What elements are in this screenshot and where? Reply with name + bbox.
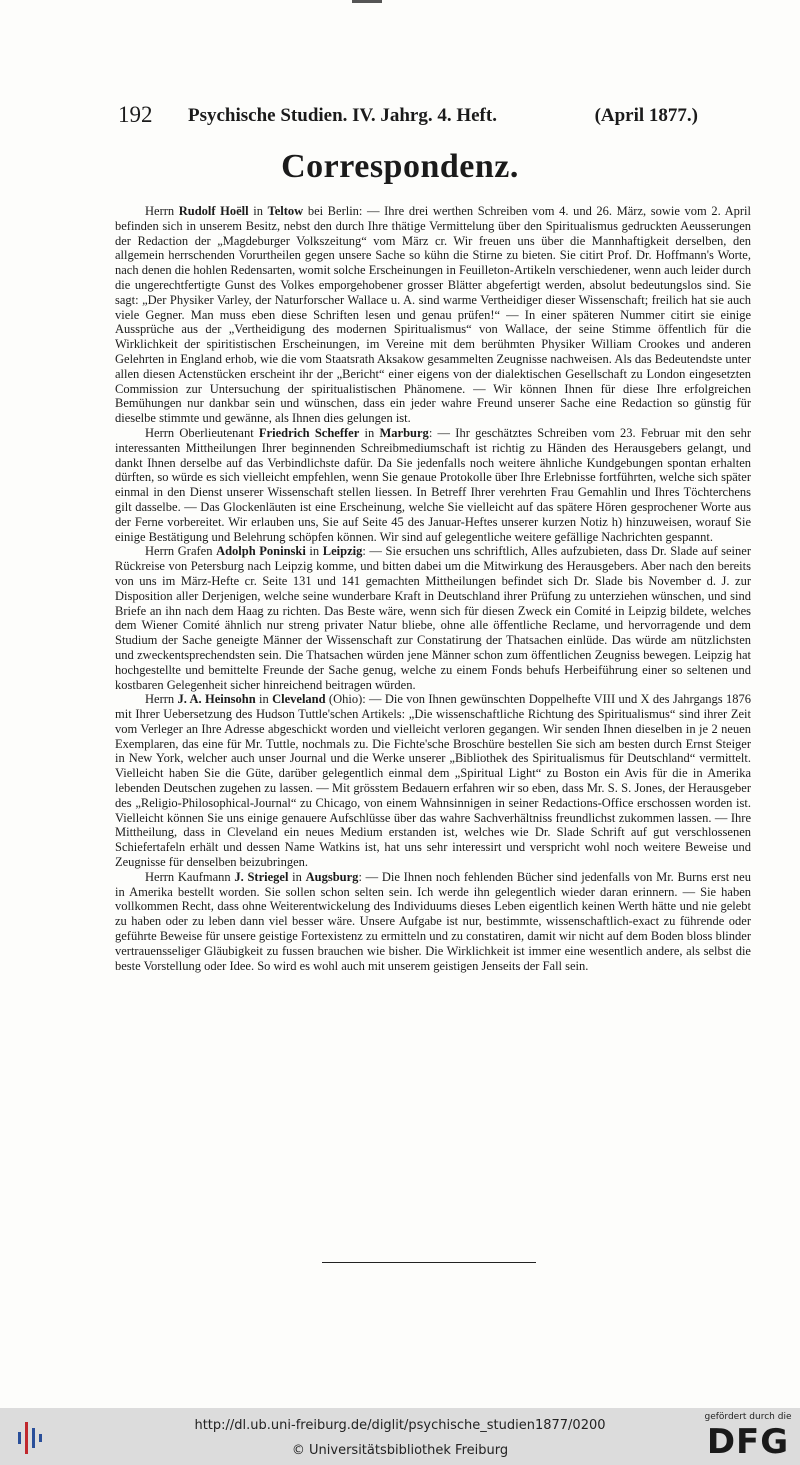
letter-paragraph xyxy=(115,870,751,974)
paragraph-text: : — Sie ersuchen uns schriftlich, Alles aufzubieten, dass Dr. Slade auf seiner Rückreise von Petersburg nach Leipzig komme, und bitten dabei um die Mitwirkung des Herausgebers. Aber nach den bereits von uns im März-Hefte cr. Seite 131 und 141 gemachten Mittheilungen befindet sich Dr. Slade bis November d. J. zur Disposition aller Derjenigen, welche seine wunderbare Kraft in Deutschland ihrer Prüfung zu unterziehen wünschen, und sind Briefe an ihn nach dem Haag zu richten. Das Beste wäre, wenn sich für diesen Zweck ein Comité in Leipzig bildete, welches dem Wiener Comité ähnlich nur streng privater Natur bliebe, ohne alle öffentliche Reclame, und hervorragende und dem Studium der Sache geneigte Männer der Wissenschaft zur Constatirung der Thatsachen einlüde. Das würde am nützlichsten und zweckentsprechendsten sein. Die Thatsachen würden jene Männer schon zum öffentlichen Zeugniss bewegen. Leipzig hat hochgestellte und bemittelte Freunde der Sache genug, welche zu einem Fonds behufs Herbeiführung einer so seltenen und kostbaren Gelegenheit sicher hinreichend beitragen würden. xyxy=(115,544,751,692)
dfg-caption: gefördert durch die xyxy=(704,1412,792,1422)
letter-paragraph xyxy=(115,692,751,870)
scan-mark xyxy=(352,0,382,3)
copyright-notice: © Universitätsbibliothek Freiburg xyxy=(291,1443,509,1458)
paragraph-text: (Ohio): — Die von Ihnen gewünschten Doppelhefte VIII und X des Jahrgangs 1876 mit Ihrer Uebersetzung des Hudson Tuttle'schen Artikels: „Die wissenschaftliche Richtung des Spiritualismus“ sind ihrer Zeit vom Verleger an Ihre Adresse abgeschickt worden und vielleicht verloren gegangen. Wir senden Ihnen dieselben in je 2 neuen Exemplaren, das eine für Mr. Tuttle, nochmals zu. Die Fichte'sche Broschüre bestellen Sie sich am besten durch Ernst Steiger in New York, welcher auch unser Journal und die Werke unserer „Bibliothek des Spiritualismus für Deutschland“ vermittelt. Vielleicht haben Sie die Güte, darüber gelegentlich einmal dem „Spiritual Light“ zu Boston ein Avis für die in Amerika lebenden Deutschen zugehen zu lassen. — Mit grösstem Bedauern erfahren wir so eben, dass Mr. S. S. Jones, der Herausgeber des „Religio-Philosophical-Journal“ zu Chicago, von einem Wahnsinnigen in seiner Redactions-Office erschossen worden ist. Vielleicht können Sie uns einige genauere Aufschlüsse über das wahre Sachverhältniss freundlichst zukommen lassen. — Ihre Mittheilung, dass in Cleveland ein neues Medium erstanden ist, welches wie Dr. Slade Schrift auf gut verschlossenen Schiefertafeln erhält und dessen Name Watkins ist, hat uns sehr interessirt und verspricht wohl noch weitere Beweise und Zeugnisse für denselben beizubringen. xyxy=(115,692,751,870)
recipient-place: Leipzig xyxy=(322,544,363,559)
recipient-place: Teltow xyxy=(267,204,304,218)
recipient-name: Rudolf Hoëll xyxy=(178,204,249,218)
recipient-place: Augsburg xyxy=(305,869,359,884)
page-number: 192 xyxy=(118,102,153,127)
article-body xyxy=(115,204,751,973)
recipient-name: Friedrich Scheffer xyxy=(258,425,360,440)
letter-paragraph xyxy=(115,204,751,426)
recipient-name: J. Striegel xyxy=(234,869,289,884)
dfg-logo xyxy=(704,1412,792,1462)
preposition: in xyxy=(288,869,306,884)
viewer-footer xyxy=(0,1408,800,1465)
issue-date: (April 1877.) xyxy=(594,105,698,126)
salutation: Herrn Oberlieutenant xyxy=(145,425,259,440)
closing-rule xyxy=(322,1262,536,1263)
running-header xyxy=(118,102,698,130)
paragraph-text: : — Ihr geschätztes Schreiben vom 23. Februar mit den sehr interessanten Mittheilungen Ihrer beginnenden Schreibmediumschaft ist richtig zu Händen des Herausgebers gelangt, und dankt Ihnen derselbe auf das Verbindlichste dafür. Da Sie jedenfalls noch weitere ähnliche Kundgebungen spontan erhalten dürften, so würde es sich vielleicht empfehlen, wenn Sie genaue Protokolle über Ihre Erlebnisse fortführten, welche sich später einmal in den Dienst unserer Wissenschaft stellen liessen. In Betreff Ihrer verehrten Frau Gemahlin und Ihres Töchterchens gilt dasselbe. — Das Glockenläuten ist eine Erscheinung, welche Sie vielleicht auf das spätere Hören gesprochener Worte aus der Ferne vorbereitet. Wir erlauben uns, Sie auf Seite 45 des Januar-Heftes unserer kurzen Notiz h) hinzuweisen, worauf Sie einige Bestätigung und Belehrung schöpfen können. Wir sind auf gelegentliche weitere gefällige Nachrichten gespannt. xyxy=(115,425,751,544)
salutation: Herrn xyxy=(145,692,178,707)
permalink-url[interactable]: http://dl.ub.uni-freiburg.de/diglit/psychische_studien1877/0200 xyxy=(194,1418,606,1433)
letter-paragraph xyxy=(115,544,751,692)
preposition: in xyxy=(359,425,380,440)
recipient-name: J. A. Heinsohn xyxy=(177,692,256,707)
salutation: Herrn Grafen xyxy=(145,544,217,559)
preposition: in xyxy=(305,544,323,559)
recipient-place: Marburg xyxy=(379,425,429,440)
section-title: Correspondenz. xyxy=(281,148,519,185)
dfg-wordmark: DFG xyxy=(706,1422,790,1462)
salutation: Herrn Kaufmann xyxy=(145,869,235,884)
recipient-place: Cleveland xyxy=(272,692,326,707)
preposition: in xyxy=(248,204,268,218)
salutation: Herrn xyxy=(145,204,179,218)
paragraph-text: : — Die Ihnen noch fehlenden Bücher sind jedenfalls von Mr. Burns erst neu in Amerika bestellt worden. Sie sollen schon selten sein. Ich werde ihn gelegentlich wieder daran erinnern. — Sie haben vollkommen Recht, dass ohne Weiterentwickelung des Individuums dieses Leben eigentlich keinen Werth hätte und nie gelebt zu haben oder zu leben dann viel besser wäre. Unsere Aufgabe ist nur, bestimmte, wissenschaftlich-exact zu führende oder geführte Beweise für unsere geistige Fortexistenz zu ermitteln und zu constatiren, damit wir nicht auf dem Boden bloss blinder vertrauensseliger Gläubigkeit zu fussen brauchen wie bisher. Die Wirklichkeit ist immer eine wesentlich andere, als selbst die beste Vorstellung oder Idee. So wird es wohl auch mit unserem geistigen Jenseits der Fall sein. xyxy=(115,869,751,973)
paragraph-text: bei Berlin: — Ihre drei werthen Schreiben vom 4. und 26. März, sowie vom 2. April befinden sich in unserem Besitz, nebst den durch Ihre thätige Vermittelung über den Spiritualismus gedruckten Aeusserungen der Redaction der „Magdeburger Volkszeitung“ vom März cr. Wir freuen uns über die Mannhaftigkeit derselben, den allgemein herrschenden Vorurtheilen gegen unsere Sache so kühn die Stirne zu bieten. Sie citirt Prof. Dr. Hoffmann's Worte, nach denen die hohlen Redensarten, womit solche Erscheinungen in Feuilleton-Artikeln verschiedener, wenn auch leider durch die ungerechtfertigte Gunst des Volkes emporgehobener grosser Blätter abgefertigt werden, absolut bedeutungslos sind. Sie sagt: „Der Physiker Varley, der Naturforscher Wallace u. A. sind warme Vertheidiger dieser Wissenschaft; freilich hat sie auch viele Gegner. Man muss eben diese Schriften lesen und genau prüfen!“ — In einer späteren Nummer citirt sie einige Aussprüche aus der „Vertheidigung des modernen Spiritualismus“ von Wallace, der seine Stimme öffentlich für die Wirklichkeit der spiritistischen Erscheinungen, im Vereine mit dem berühmten Physiker William Crookes und anderen Gelehrten in England erhob, wie die vom Staatsrath Aksakow gesammelten Zeugnisse nachweisen. Als das Bedeutendste unter allen diesen Actenstücken erscheint ihr der „Bericht“ einer eigens von der dialektischen Gesellschaft zu London eingesetzten Commission zur Untersuchung der spiritualistischen Phänomene. — Wir können Ihnen für diese Ihre erfolgreichen Bemühungen nur dankbar sein und wünschen, dass ein jeder wahre Freund unserer Sache eine Redaction so günstig für dieselbe stimmte und gewänne, als Ihnen dies gelungen ist. xyxy=(115,204,751,426)
journal-title: Psychische Studien. IV. Jahrg. 4. Heft. xyxy=(188,105,497,126)
letter-paragraph xyxy=(115,426,751,544)
recipient-name: Adolph Poninski xyxy=(216,544,306,559)
preposition: in xyxy=(255,692,273,707)
